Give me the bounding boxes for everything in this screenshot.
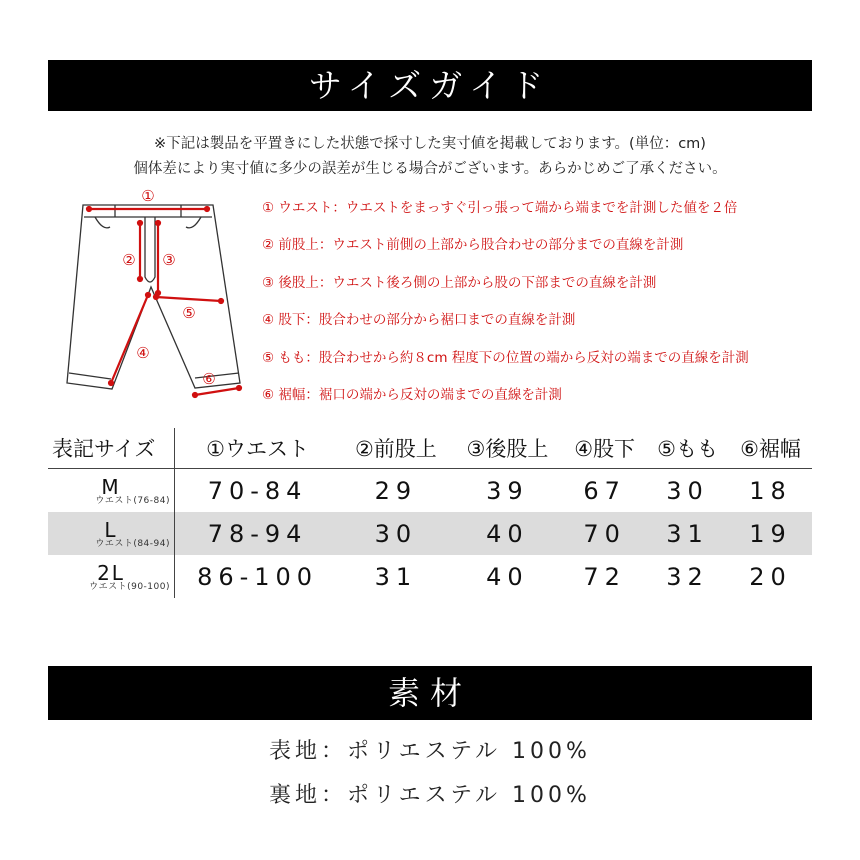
value-cell: 70: [563, 512, 646, 555]
value-cell: 30: [666, 476, 709, 505]
header-size: 表記サイズ: [48, 428, 175, 469]
header-back-rise: ③後股上: [452, 428, 564, 469]
header-thigh: ⑤もも: [646, 428, 729, 469]
value-cell: 39: [486, 476, 529, 505]
size-cell: [48, 555, 175, 598]
header-hem: ⑥裾幅: [729, 428, 812, 469]
marker-5: ⑤: [182, 304, 196, 322]
measurement-legend: [262, 196, 749, 420]
marker-2: ②: [122, 251, 136, 269]
arrow-6: [195, 388, 239, 395]
header-inseam: ④股下: [563, 428, 646, 469]
value-cell: 78-94: [175, 512, 341, 555]
size-label: L: [104, 518, 118, 542]
value-cell: 31: [374, 562, 418, 591]
measurement-note: ※下記は製品を平置きにした状態で採寸した実寸値を掲載しております。(単位：cm): [154, 136, 706, 152]
material-banner: 素材: [48, 666, 812, 720]
header-front-rise: ②前股上: [340, 428, 452, 469]
size-cell: [48, 469, 175, 513]
value-cell: 86-100: [197, 562, 319, 591]
value-cell: 70-84: [207, 476, 308, 505]
table-header-row: [48, 428, 812, 469]
waist-range-note: ウエスト(76-84): [95, 496, 170, 506]
value-cell: 18: [749, 476, 792, 505]
arrow-4: [111, 295, 148, 383]
legend-item-back-rise: ③ 後股上：ウエスト後ろ側の上部から股の下部までの直線を計測: [262, 274, 657, 291]
value-cell: 20: [749, 562, 792, 591]
value-cell: 31: [646, 512, 729, 555]
legend-item-inseam: ④ 股下：股合わせの部分から裾口までの直線を計測: [262, 312, 576, 329]
marker-4: ④: [136, 344, 150, 362]
tolerance-note: 個体差により実寸値に多少の誤差が生じる場合がございます。あらかじめご了承ください。: [133, 161, 727, 177]
value-cell: 30: [340, 512, 452, 555]
table-row: [48, 469, 812, 513]
table-row: [48, 512, 812, 555]
value-cell: 19: [729, 512, 812, 555]
value-cell: 29: [374, 476, 418, 505]
arrow-5: [156, 297, 221, 301]
value-cell: 72: [583, 562, 626, 591]
value-cell: 67: [583, 476, 626, 505]
size-cell: [48, 512, 175, 555]
value-cell: 32: [666, 562, 709, 591]
legend-item-thigh: ⑤ もも：股合わせから約８cm 程度下の位置の端から反対の端までの直線を計測: [262, 349, 749, 366]
size-table: [48, 428, 812, 598]
legend-item-waist: ① ウエスト：ウエストをまっすぐ引っ張って端から端までを計測した値を２倍: [262, 200, 738, 216]
marker-6: ⑥: [202, 370, 216, 388]
lining-fabric: 裏地：ポリエステル 100%: [269, 783, 591, 808]
table-row: [48, 555, 812, 598]
marker-3: ③: [162, 251, 176, 269]
marker-1: ①: [141, 187, 155, 205]
outer-fabric: 表地：ポリエステル 100%: [269, 739, 591, 764]
legend-item-front-rise: ② 前股上：ウエスト前側の上部から股合わせの部分までの直線を計測: [262, 237, 684, 254]
value-cell: 40: [486, 562, 529, 591]
waist-range-note: ウエスト(90-100): [89, 582, 170, 592]
size-label: 2L: [97, 561, 125, 585]
shorts-diagram: [55, 183, 255, 408]
size-label: M: [101, 475, 121, 499]
waist-range-note: ウエスト(84-94): [95, 539, 170, 549]
legend-item-hem: ⑥ 裾幅：裾口の端から反対の端までの直線を計測: [262, 386, 562, 403]
size-guide-banner: サイズガイド: [48, 60, 812, 111]
header-waist: ①ウエスト: [175, 428, 341, 469]
value-cell: 40: [452, 512, 564, 555]
